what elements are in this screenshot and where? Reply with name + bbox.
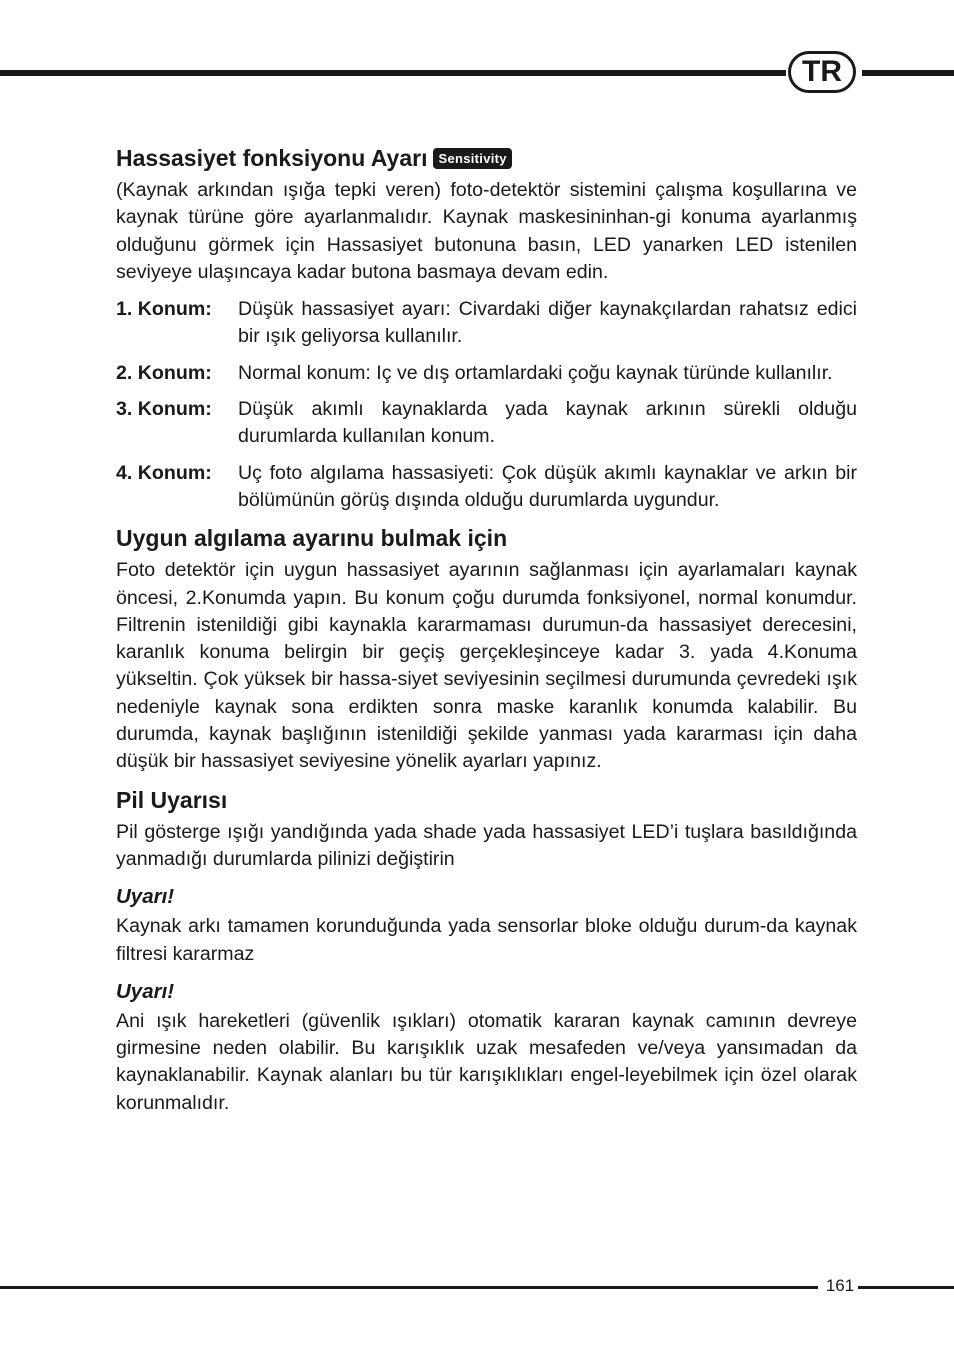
position-label: 3. Konum: <box>116 398 212 421</box>
position-item <box>116 460 857 515</box>
page-number: 161 <box>825 1276 855 1295</box>
position-label: 2. Konum: <box>116 361 212 384</box>
position-text: Düşük hassasiyet ayarı: Civardaki diğer kaynakçılardan rahatsız edici bir ışık geliyorsa kullanılır. <box>238 298 857 348</box>
section-optimal-setting <box>116 523 857 775</box>
page-content <box>116 143 857 1117</box>
position-text: Uç foto algılama hassasiyeti: Çok düşük akımlı kaynaklar ve arkın bir bölümünün görüş dışında olduğu durumlarda uygundur. <box>238 461 857 511</box>
position-item <box>116 296 857 351</box>
section-title: Uygun algılama ayarınu bulmak için <box>116 525 508 552</box>
header-rule-right <box>862 70 954 76</box>
position-item <box>116 396 857 451</box>
header-rule-left <box>0 70 786 76</box>
position-text: Düşük akımlı kaynaklarda yada kaynak arkının sürekli olduğu durumlarda kullanılan konum. <box>238 398 857 448</box>
section-body: Foto detektör için uygun hassasiyet ayarının sağlanması için ayarlamaları kaynak öncesi, 2.Konumda yapın. Bu konum çoğu durumda fonksiyonel, normal konumdur. Filtrenin istenildiği gibi kaynakla kararmaması durumun-da hassasiyet derecesini, karanlık konuma belirgin bir geçiş gerçekleşinceye kadar 3. yada 4.Konuma yükseltin. Çok yüksek bir hassa-siyet seviyesinin seçilmesi durumunda çevredeki ışık nedeniyle kaynak sona erdikten sonra maske karanlık konumda kalabilir. Bu durumda, kaynak başlığının istenildiği şekilde yanması yada kararması için daha düşük bir hassasiyet seviyesine yönelik ayarları yapınız. <box>116 559 857 773</box>
section-title-text: Hassasiyet fonksiyonu Ayarı <box>116 145 428 171</box>
section-battery-warning <box>116 785 857 1117</box>
footer-rule-right <box>858 1286 954 1289</box>
warning-text: Ani ışık hareketleri (güvenlik ışıkları) otomatik kararan kaynak camının devreye girmesine neden olabilir. Bu karışıklık uzak mesafeden ve/veya yansımadan da kaynaklanabilir. Kaynak alanları bu tür karışıklıkları engel-leyebilmek için özel olarak korunmalıdır. <box>116 1009 857 1114</box>
section-body: Pil gösterge ışığı yandığında yada shade yada hassasiyet LED’i tuşlara basıldığında yanmadığı durumlarda pilinizi değiştirin <box>116 820 857 870</box>
position-item <box>116 360 857 387</box>
sensitivity-badge: Sensitivity <box>433 148 511 169</box>
section-title <box>116 143 857 173</box>
section-intro: (Kaynak arkından ışığa tepki veren) foto-detektör sistemini çalışma koşullarına ve kaynak türüne göre ayarlanmalıdır. Kaynak maskesininhan-gi konuma ayarlanmış olduğunu görmek için Hassasiyet butonuna basın, LED yanarken LED istenilen seviyeye ulaşıncaya kadar butona basmaya devam edin. <box>116 179 857 283</box>
position-text: Normal konum: Iç ve dış ortamlardaki çoğu kaynak türünde kullanılır. <box>238 361 833 384</box>
warning-title: Uyarı! <box>116 979 175 1003</box>
section-sensitivity <box>116 143 857 514</box>
warning-text: Kaynak arkı tamamen korunduğunda yada sensorlar bloke olduğu durum-da kaynak filtresi kararmaz <box>116 915 857 965</box>
section-title: Pil Uyarısı <box>116 786 228 813</box>
position-label: 4. Konum: <box>116 461 212 484</box>
language-badge: TR <box>788 51 856 93</box>
footer-rule-left <box>0 1286 818 1289</box>
warning-title: Uyarı! <box>116 885 175 909</box>
position-label: 1. Konum: <box>116 298 212 321</box>
